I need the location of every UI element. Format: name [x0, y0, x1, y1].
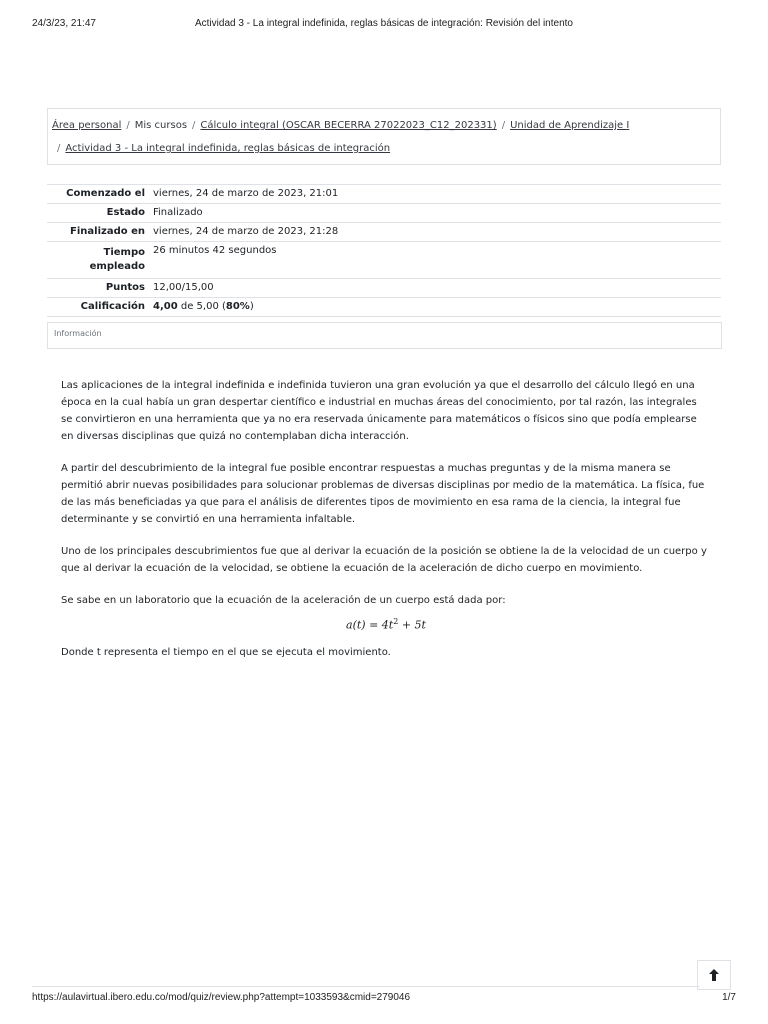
table-row: [47, 185, 721, 204]
info-box-label: Información: [54, 329, 102, 338]
scroll-to-top-button[interactable]: [697, 960, 731, 990]
summary-value: viernes, 24 de marzo de 2023, 21:01: [149, 185, 721, 204]
formula-rhs: + 5t: [398, 618, 426, 632]
paragraph: Se sabe en un laboratorio que la ecuación de la aceleración de un cuerpo está dada por:: [61, 595, 506, 606]
summary-label: Finalizado en: [47, 223, 149, 242]
breadcrumb-activity[interactable]: Actividad 3 - La integral indefinida, reglas básicas de integración: [65, 143, 391, 154]
paragraph: Uno de los principales descubrimientos fue que al derivar la ecuación de la posición se obtiene la de la velocidad de un cuerpo y que al derivar la ecuación de la velocidad, se obtiene la ecuación de la aceleración de dicho cuerpo en movimiento.: [61, 546, 707, 574]
breadcrumb-unit[interactable]: Unidad de Aprendizaje I: [510, 120, 630, 131]
breadcrumb-line: [52, 120, 629, 131]
question-text: [61, 377, 711, 676]
table-row: [47, 223, 721, 242]
print-url: https://aulavirtual.ibero.edu.co/mod/quiz/review.php?attempt=1033593&cmid=279046: [32, 992, 411, 1003]
print-datetime: 24/3/23, 21:47: [32, 18, 96, 29]
grade-value: [149, 298, 721, 317]
divider: [32, 986, 700, 987]
summary-label: Calificación: [47, 298, 149, 317]
grade-percent: 80%: [225, 301, 250, 312]
breadcrumb-separator: /: [192, 120, 196, 131]
breadcrumb-area-personal[interactable]: Área personal: [52, 120, 122, 131]
acceleration-formula: [61, 613, 711, 634]
page-number: 1/7: [722, 992, 736, 1003]
print-title: Actividad 3 - La integral indefinida, reglas básicas de integración: Revisión del intento: [194, 18, 573, 29]
grade-end: ): [249, 301, 254, 312]
paragraph: Donde t representa el tiempo en el que se ejecuta el movimiento.: [61, 646, 391, 658]
table-row: [47, 204, 721, 223]
summary-value: viernes, 24 de marzo de 2023, 21:28: [149, 223, 721, 242]
paragraph: Las aplicaciones de la integral indefinida e indefinida tuvieron una gran evolución ya que el desarrollo del cálculo llegó en una época en la cual había un gran despertar científico e industrial en muchas áreas del conocimiento, por tal razón, las integrales se convirtieron en una herramienta que ya no era reservada únicamente para matemáticos o físicos sino que podía emplearse en diversas disciplinas que quizá no contemplaban dicha interacción.: [61, 380, 697, 442]
arrow-up-icon: [709, 969, 719, 981]
summary-value: 12,00/15,00: [149, 279, 721, 298]
formula-exponent: 2: [393, 617, 399, 626]
table-row: [47, 279, 721, 298]
summary-label: Puntos: [47, 279, 149, 298]
summary-value: Finalizado: [149, 204, 721, 223]
grade-score: 4,00: [153, 301, 178, 312]
breadcrumb-separator: /: [57, 143, 61, 154]
table-row: [47, 242, 721, 279]
attempt-summary-table: [47, 184, 721, 317]
paragraph: A partir del descubrimiento de la integral fue posible encontrar respuestas a muchas preguntas y de la misma manera se permitió abrir nuevas posibilidades para solucionar problemas de diversas disciplinas por medio de la matemática. La física, fue de las más beneficiadas ya que para el análisis de diferentes tipos de movimiento en esa rama de la ciencia, la integral fue determinante y se convirtió en una herramienta infaltable.: [61, 463, 705, 525]
formula-lhs: a(t) = 4t: [346, 618, 394, 632]
summary-label: Comenzado el: [47, 185, 149, 204]
breadcrumb-course[interactable]: Cálculo integral (OSCAR BECERRA 27022023_C12_202331): [200, 120, 497, 131]
breadcrumb-mis-cursos: Mis cursos: [134, 120, 188, 131]
breadcrumb: [47, 108, 721, 165]
breadcrumb-line: [57, 143, 390, 154]
info-box: [47, 322, 722, 349]
summary-label: Tiempo empleado: [47, 242, 149, 279]
breadcrumb-separator: /: [126, 120, 130, 131]
summary-value: 26 minutos 42 segundos: [149, 242, 721, 279]
grade-mid: de 5,00 (: [177, 301, 226, 312]
table-row: [47, 298, 721, 317]
summary-label: Estado: [47, 204, 149, 223]
breadcrumb-separator: /: [501, 120, 506, 131]
